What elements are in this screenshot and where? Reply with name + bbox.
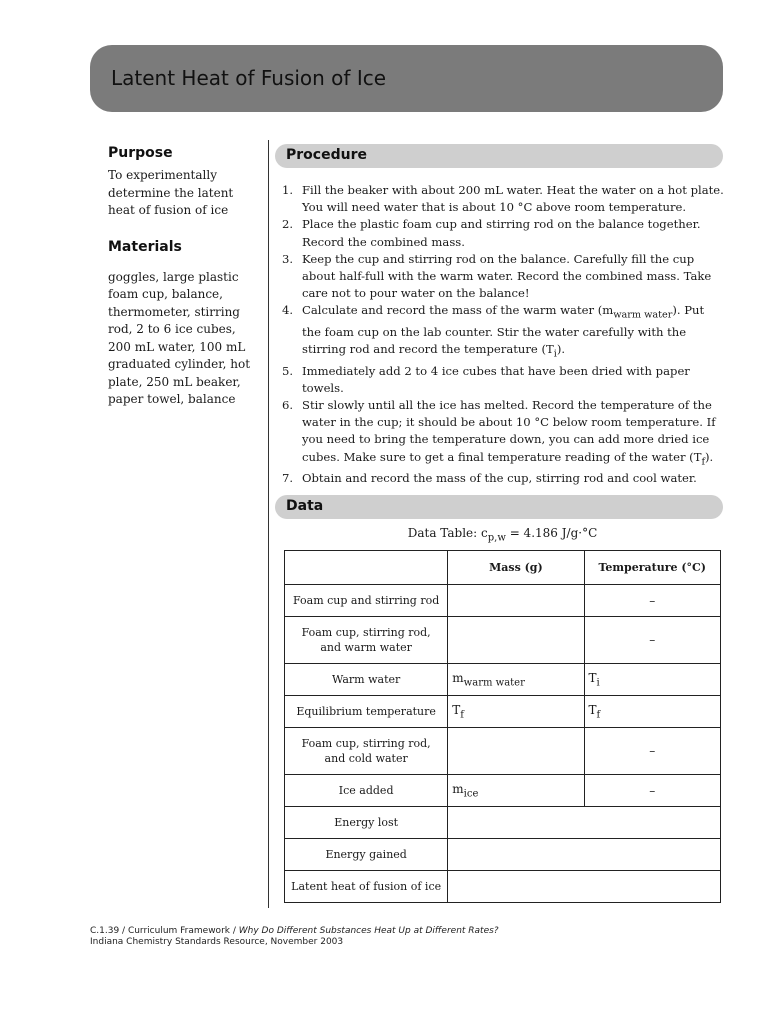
table-row: [285, 728, 721, 775]
footer: [90, 926, 499, 948]
table-row: [285, 839, 721, 871]
footer-source: Indiana Chemistry Standards Resource, November 2003: [90, 937, 344, 947]
temperature-cell: $T_i$: [584, 664, 721, 696]
value-cell: [448, 807, 721, 839]
purpose-heading: Purpose: [108, 145, 173, 161]
row-label: Energy gained: [285, 839, 448, 871]
footer-citation: C.1.39 / Curriculum Framework / Why Do Different Substances Heat Up at Different Rates?: [90, 926, 499, 936]
table-row: [285, 871, 721, 903]
temperature-cell: –: [584, 617, 721, 664]
procedure-step: 4. Calculate and record the mass of the warm water $(m_{warm water})$. Put the foam cup on the lab counter. Stir the water carefully with the stirring rod and record the temperature $(T_i)$.: [282, 303, 705, 360]
procedure-step: 1. Fill the beaker with about 200 mL water. Heat the water on a hot plate. You will need water that is about 10 °C above room temperature.: [282, 183, 724, 215]
table-row: [285, 585, 721, 617]
column-header: Mass (g): [448, 551, 584, 585]
table-row: [285, 807, 721, 839]
page-title: Latent Heat of Fusion of Ice: [111, 66, 387, 90]
data-header: [275, 495, 723, 519]
mass-cell: [448, 617, 584, 664]
table-row: [285, 617, 721, 664]
table-caption: Data Table: $c_{p,w} = 4.186$ J/g·°C: [407, 526, 598, 544]
materials-heading: Materials: [108, 238, 182, 255]
mass-cell: [448, 585, 584, 617]
mass-cell: $T_f$: [448, 696, 584, 728]
temperature-cell: $T_f$: [584, 696, 721, 728]
procedure-step: 5. Immediately add 2 to 4 ice cubes that have been dried with paper towels.: [282, 363, 690, 395]
value-cell: [448, 839, 721, 871]
mass-cell: $m_{warm water}$: [448, 664, 584, 696]
row-label: Equilibrium temperature: [285, 696, 448, 728]
row-label: Warm water: [285, 664, 448, 696]
column-header: Temperature (°C): [584, 551, 721, 585]
left-column: [108, 145, 258, 409]
title-banner: [90, 45, 723, 112]
temperature-cell: –: [584, 775, 721, 807]
table-row: [285, 775, 721, 807]
row-label: Foam cup, stirring rod, and cold water: [285, 728, 448, 775]
row-label: Foam cup and stirring rod: [285, 585, 448, 617]
procedure-step: 7. Obtain and record the mass of the cup, stirring rod and cool water.: [282, 471, 697, 486]
temperature-cell: –: [584, 585, 721, 617]
value-cell: [448, 871, 721, 903]
procedure-step: 2. Place the plastic foam cup and stirring rod on the balance together. Record the combined mass.: [282, 217, 701, 249]
table-row: [285, 696, 721, 728]
row-label: Latent heat of fusion of ice: [285, 871, 448, 903]
procedure-step: 3. Keep the cup and stirring rod on the balance. Carefully fill the cup about half-full with the warm water. Record the combined mass. Take care not to pour water on the balance!: [282, 251, 712, 301]
procedure-header: [275, 144, 723, 168]
row-label: Foam cup, stirring rod, and warm water: [285, 617, 448, 664]
temperature-cell: –: [584, 728, 721, 775]
purpose-text: To experimentally determine the latent heat of fusion of ice: [108, 168, 234, 217]
data-heading: Data: [286, 498, 324, 514]
data-table: [284, 550, 721, 903]
column-divider: [268, 140, 269, 908]
procedure-heading: Procedure: [286, 147, 367, 163]
procedure-step: 6. Stir slowly until all the ice has melted. Record the temperature of the water in the cup; it should be about 10 °C below room temperature. If you need to bring the temperature down, you can add more dried ice cubes. Make sure to get a final temperature reading of the water $(T_f)$.: [282, 398, 716, 467]
row-label: Energy lost: [285, 807, 448, 839]
row-label: Ice added: [285, 775, 448, 807]
procedure-steps: [282, 182, 724, 487]
table-header-row: [285, 551, 721, 585]
mass-cell: $m_{ice}$: [448, 775, 584, 807]
table-row: [285, 664, 721, 696]
mass-cell: [448, 728, 584, 775]
column-header: [285, 551, 448, 585]
materials-text: goggles, large plastic foam cup, balance, thermometer, stirring rod, 2 to 6 ice cubes, 200 mL water, 100 mL graduated cylinder, hot plate, 250 mL beaker, paper towel, balance: [108, 269, 251, 406]
